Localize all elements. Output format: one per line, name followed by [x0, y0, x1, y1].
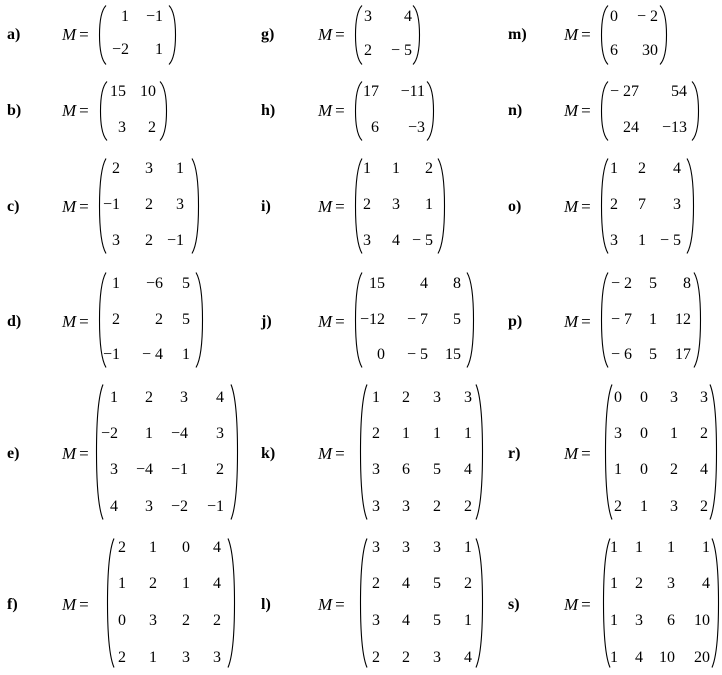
- matrix: [99, 158, 199, 254]
- matrix-variable: M: [62, 595, 77, 614]
- exercise-label: l): [261, 596, 271, 613]
- matrix-entry: 2: [145, 196, 153, 213]
- matrix-entry: 3: [180, 389, 188, 406]
- equals-sign: =: [335, 101, 345, 120]
- matrix-variable: M: [62, 312, 77, 331]
- right-parenthesis-icon: [230, 384, 238, 520]
- matrix-entry: 1: [610, 160, 618, 177]
- matrix-entry: 1: [610, 649, 618, 666]
- matrix-entry: −3: [407, 119, 425, 136]
- matrix-entry: 5: [649, 275, 657, 292]
- matrix-entry: 0: [118, 612, 126, 629]
- matrix: [355, 81, 434, 141]
- right-parenthesis-icon: [691, 81, 699, 141]
- right-parenthesis-icon: [191, 158, 199, 254]
- matrix-entry: 4: [464, 461, 472, 478]
- equation-lhs: [318, 596, 345, 614]
- matrix-entry: 1: [392, 160, 400, 177]
- equals-sign: =: [581, 595, 591, 614]
- matrix-entry: 3: [213, 649, 221, 666]
- matrix-entry: 2: [149, 575, 157, 592]
- matrix-entry: 2: [402, 649, 410, 666]
- right-parenthesis-icon: [693, 272, 701, 368]
- equation-lhs: [564, 445, 591, 463]
- equation-lhs: [318, 445, 345, 463]
- matrix-entry: 2: [118, 649, 126, 666]
- matrix-entry: −2: [170, 498, 188, 515]
- matrix: [605, 384, 717, 520]
- matrix-entry: − 2: [610, 275, 632, 292]
- right-parenthesis-icon: [709, 384, 717, 520]
- matrix-entry: 2: [425, 160, 433, 177]
- matrix-entry: 4: [635, 649, 643, 666]
- matrix-entry: 3: [667, 575, 675, 592]
- matrix: [355, 272, 474, 368]
- matrix-entry: 3: [433, 389, 441, 406]
- right-parenthesis-icon: [475, 384, 483, 520]
- equation-lhs: [62, 596, 89, 614]
- equals-sign: =: [79, 444, 89, 463]
- matrix-variable: M: [564, 312, 579, 331]
- matrix-entry: − 27: [609, 83, 639, 100]
- matrix-entry: 2: [145, 389, 153, 406]
- matrix-entry: 3: [363, 232, 371, 249]
- matrix-variable: M: [564, 25, 579, 44]
- equals-sign: =: [581, 25, 591, 44]
- equals-sign: =: [79, 25, 89, 44]
- matrix-entry: 3: [145, 498, 153, 515]
- matrix-entry: 1: [464, 612, 472, 629]
- matrix-entry: 2: [464, 498, 472, 515]
- matrix-entry: 0: [640, 461, 648, 478]
- matrix-variable: M: [564, 101, 579, 120]
- matrix-entry: 2: [614, 498, 622, 515]
- matrix-entry: −1: [102, 196, 120, 213]
- matrix: [601, 5, 667, 65]
- matrix-entry: 4: [700, 461, 708, 478]
- matrix-entry: 0: [640, 389, 648, 406]
- matrix-entry: 1: [182, 575, 190, 592]
- exercise-label: n): [508, 102, 523, 119]
- equation-lhs: [62, 26, 89, 44]
- matrix-entry: 1: [640, 498, 648, 515]
- matrix: [360, 384, 483, 520]
- matrix-entry: 17: [675, 346, 691, 363]
- matrix-entry: 2: [670, 461, 678, 478]
- matrix-entry: 1: [149, 539, 157, 556]
- matrix-entry: −1: [166, 232, 184, 249]
- matrix-entry: 1: [610, 612, 618, 629]
- equation-lhs: [62, 102, 89, 120]
- equation-lhs: [318, 26, 345, 44]
- matrix-entry: 1: [155, 41, 163, 58]
- matrix-entry: 3: [433, 539, 441, 556]
- exercise-label: g): [261, 26, 275, 43]
- matrix-entry: 2: [402, 389, 410, 406]
- matrix-entry: 2: [700, 425, 708, 442]
- matrix-entry: 2: [433, 498, 441, 515]
- matrix-entry: − 6: [610, 346, 632, 363]
- matrix-entry: 1: [425, 196, 433, 213]
- left-parenthesis-icon: [360, 538, 368, 668]
- left-parenthesis-icon: [605, 384, 613, 520]
- matrix-variable: M: [62, 197, 77, 216]
- matrix-entry: 3: [433, 649, 441, 666]
- matrix-entry: 1: [182, 346, 190, 363]
- matrix-entry: 5: [182, 311, 190, 328]
- matrix-entry: 10: [694, 612, 710, 629]
- matrix-entry: 8: [683, 275, 691, 292]
- matrix-entry: 15: [110, 83, 126, 100]
- exercise-label: s): [508, 596, 520, 613]
- matrix: [360, 538, 483, 668]
- matrix-entry: 1: [667, 539, 675, 556]
- matrix-entry: 0: [610, 8, 618, 25]
- matrix-entry: 6: [667, 612, 675, 629]
- matrix-entry: 1: [610, 539, 618, 556]
- matrix-entry: 3: [673, 196, 681, 213]
- matrix-entry: 2: [213, 612, 221, 629]
- matrix-variable: M: [564, 595, 579, 614]
- exercise-label: o): [508, 198, 522, 215]
- matrix-entry: 5: [182, 275, 190, 292]
- exercise-label: c): [7, 198, 20, 215]
- matrix-entry: 2: [216, 461, 224, 478]
- matrix-entry: −11: [400, 83, 425, 100]
- right-parenthesis-icon: [686, 158, 694, 254]
- left-parenthesis-icon: [107, 538, 115, 668]
- left-parenthesis-icon: [355, 81, 363, 141]
- matrix-entry: − 5: [390, 42, 412, 59]
- matrix-entry: 10: [140, 83, 156, 100]
- exercise-label: p): [508, 313, 523, 330]
- matrix-entry: 2: [372, 425, 380, 442]
- exercise-label: f): [7, 596, 18, 613]
- matrix-variable: M: [318, 312, 333, 331]
- matrix-entry: 3: [364, 8, 372, 25]
- matrix-entry: 3: [176, 196, 184, 213]
- equals-sign: =: [79, 595, 89, 614]
- matrix-entry: 4: [702, 575, 710, 592]
- matrix-entry: 4: [673, 160, 681, 177]
- matrix-entry: 3: [145, 160, 153, 177]
- matrix-entry: −1: [206, 498, 224, 515]
- matrix-entry: 5: [453, 311, 461, 328]
- matrix-entry: 5: [433, 575, 441, 592]
- matrix-entry: 1: [145, 425, 153, 442]
- left-parenthesis-icon: [601, 272, 609, 368]
- right-parenthesis-icon: [426, 81, 434, 141]
- matrix-entry: 8: [453, 275, 461, 292]
- right-parenthesis-icon: [168, 5, 176, 65]
- matrix-entry: 24: [623, 119, 639, 136]
- matrix-entry: 0: [614, 389, 622, 406]
- exercise-label: a): [7, 26, 21, 43]
- matrix-entry: 4: [110, 498, 118, 515]
- matrix: [96, 384, 238, 520]
- equals-sign: =: [335, 444, 345, 463]
- matrix-entry: − 4: [141, 346, 163, 363]
- equals-sign: =: [335, 197, 345, 216]
- matrix-entry: 15: [369, 275, 385, 292]
- exercise-label: j): [261, 313, 272, 330]
- matrix-entry: 4: [420, 275, 428, 292]
- exercise-label: i): [261, 198, 271, 215]
- matrix-entry: 30: [642, 42, 658, 59]
- exercise-label: m): [508, 26, 527, 43]
- left-parenthesis-icon: [601, 5, 609, 65]
- matrix-entry: 3: [700, 389, 708, 406]
- matrix-entry: −1: [145, 8, 163, 25]
- equals-sign: =: [79, 101, 89, 120]
- matrix-entry: 1: [670, 425, 678, 442]
- right-parenthesis-icon: [412, 5, 420, 65]
- matrix: [99, 272, 203, 368]
- matrix: [603, 538, 719, 668]
- matrix-entry: 1: [702, 539, 710, 556]
- equals-sign: =: [335, 25, 345, 44]
- equation-lhs: [564, 102, 591, 120]
- exercise-label: k): [261, 445, 276, 462]
- matrix-entry: 5: [649, 346, 657, 363]
- matrix-entry: 1: [464, 539, 472, 556]
- matrix-entry: 3: [118, 119, 126, 136]
- matrix-entry: 2: [363, 196, 371, 213]
- matrix-entry: 1: [176, 160, 184, 177]
- matrix-entry: 3: [372, 461, 380, 478]
- exercise-label: d): [7, 313, 22, 330]
- matrix-entry: 2: [372, 575, 380, 592]
- matrix-entry: − 7: [406, 311, 428, 328]
- matrix-entry: 10: [659, 649, 675, 666]
- matrix-entry: 12: [675, 311, 691, 328]
- matrix: [100, 81, 167, 141]
- equation-lhs: [564, 26, 591, 44]
- matrix-variable: M: [318, 595, 333, 614]
- matrix-variable: M: [318, 444, 333, 463]
- matrix-entry: 1: [149, 649, 157, 666]
- matrix-entry: −4: [135, 461, 153, 478]
- matrix-entry: 2: [145, 232, 153, 249]
- matrix: [601, 272, 701, 368]
- matrix-entry: 3: [372, 539, 380, 556]
- matrix-entry: 3: [182, 649, 190, 666]
- matrix-entry: 54: [671, 83, 687, 100]
- equals-sign: =: [581, 444, 591, 463]
- matrix-entry: 0: [182, 539, 190, 556]
- matrix-entry: −2: [111, 41, 129, 58]
- matrix-entry: 4: [216, 389, 224, 406]
- equation-lhs: [318, 102, 345, 120]
- equation-lhs: [62, 445, 89, 463]
- matrix-entry: 1: [121, 8, 129, 25]
- matrix-entry: 5: [433, 461, 441, 478]
- matrix-entry: 1: [372, 389, 380, 406]
- matrix-entry: 2: [700, 498, 708, 515]
- left-parenthesis-icon: [601, 81, 609, 141]
- matrix-entry: 2: [364, 42, 372, 59]
- equation-lhs: [62, 313, 89, 331]
- matrix-entry: 3: [670, 498, 678, 515]
- left-parenthesis-icon: [601, 158, 609, 254]
- equals-sign: =: [335, 595, 345, 614]
- equals-sign: =: [581, 312, 591, 331]
- matrix-entry: 4: [213, 539, 221, 556]
- matrix-entry: 3: [670, 389, 678, 406]
- matrix-entry: 2: [372, 649, 380, 666]
- left-parenthesis-icon: [100, 81, 108, 141]
- matrix-variable: M: [318, 101, 333, 120]
- matrix-entry: 0: [640, 425, 648, 442]
- matrix-entry: 17: [363, 83, 379, 100]
- matrix-entry: 1: [110, 389, 118, 406]
- matrix-entry: 4: [402, 575, 410, 592]
- matrix-entry: 1: [363, 160, 371, 177]
- matrix-entry: 2: [635, 575, 643, 592]
- matrix-entry: − 5: [406, 346, 428, 363]
- exercise-label: b): [7, 102, 22, 119]
- right-parenthesis-icon: [711, 538, 719, 668]
- matrix-entry: 1: [635, 539, 643, 556]
- matrix-variable: M: [564, 197, 579, 216]
- equals-sign: =: [79, 197, 89, 216]
- equation-lhs: [564, 198, 591, 216]
- matrix-entry: 3: [392, 196, 400, 213]
- matrix-entry: 3: [112, 232, 120, 249]
- equals-sign: =: [581, 197, 591, 216]
- equals-sign: =: [79, 312, 89, 331]
- equals-sign: =: [335, 312, 345, 331]
- matrix-entry: 4: [464, 649, 472, 666]
- matrix-entry: 0: [377, 346, 385, 363]
- right-parenthesis-icon: [437, 158, 445, 254]
- matrix-entry: 3: [216, 425, 224, 442]
- matrix-variable: M: [62, 101, 77, 120]
- matrix-entry: 1: [464, 425, 472, 442]
- matrix-entry: 3: [402, 498, 410, 515]
- matrix-entry: 1: [649, 311, 657, 328]
- left-parenthesis-icon: [99, 5, 107, 65]
- matrix-entry: −4: [170, 425, 188, 442]
- matrix-entry: 1: [112, 275, 120, 292]
- matrix-variable: M: [564, 444, 579, 463]
- matrix-entry: 4: [213, 575, 221, 592]
- matrix-entry: 6: [402, 461, 410, 478]
- matrix-entry: 4: [402, 612, 410, 629]
- matrix-entry: 3: [610, 232, 618, 249]
- matrix-entry: 7: [638, 196, 646, 213]
- matrix-entry: 2: [148, 119, 156, 136]
- equation-lhs: [564, 596, 591, 614]
- matrix-entry: − 5: [411, 232, 433, 249]
- matrix-entry: 2: [638, 160, 646, 177]
- matrix-entry: 1: [118, 575, 126, 592]
- left-parenthesis-icon: [355, 158, 363, 254]
- matrix-entry: 6: [371, 119, 379, 136]
- matrix: [355, 158, 445, 254]
- left-parenthesis-icon: [96, 384, 104, 520]
- matrix-variable: M: [62, 25, 77, 44]
- matrix-entry: 3: [372, 612, 380, 629]
- right-parenthesis-icon: [195, 272, 203, 368]
- matrix-entry: −12: [359, 311, 385, 328]
- matrix-entry: 3: [372, 498, 380, 515]
- matrix-entry: 4: [404, 8, 412, 25]
- matrix-entry: 20: [694, 649, 710, 666]
- matrix-entry: 2: [155, 311, 163, 328]
- matrix-variable: M: [62, 444, 77, 463]
- matrix-entry: 1: [402, 425, 410, 442]
- matrix-entry: 1: [638, 232, 646, 249]
- right-parenthesis-icon: [227, 538, 235, 668]
- matrix-entry: 3: [614, 425, 622, 442]
- right-parenthesis-icon: [466, 272, 474, 368]
- matrix-entry: − 5: [659, 232, 681, 249]
- matrix-entry: 5: [433, 612, 441, 629]
- right-parenthesis-icon: [659, 5, 667, 65]
- matrix-entry: − 7: [610, 311, 632, 328]
- matrix-variable: M: [318, 197, 333, 216]
- matrix-entry: 2: [112, 160, 120, 177]
- exercise-label: h): [261, 102, 276, 119]
- matrix-entry: 3: [464, 389, 472, 406]
- matrix-entry: 2: [182, 612, 190, 629]
- equation-lhs: [564, 313, 591, 331]
- matrix-entry: −1: [102, 346, 120, 363]
- matrix-variable: M: [318, 25, 333, 44]
- matrix-entry: 1: [614, 461, 622, 478]
- matrix-entry: 3: [149, 612, 157, 629]
- matrix-entry: −1: [170, 461, 188, 478]
- equation-lhs: [62, 198, 89, 216]
- matrix-entry: 3: [635, 612, 643, 629]
- exercise-label: r): [508, 445, 521, 462]
- matrix-entry: −6: [145, 275, 163, 292]
- matrix: [601, 81, 699, 141]
- matrix-entry: 1: [610, 575, 618, 592]
- matrix-entry: − 2: [636, 8, 658, 25]
- matrix-entry: −13: [661, 119, 687, 136]
- left-parenthesis-icon: [355, 5, 363, 65]
- matrix-entry: 2: [464, 575, 472, 592]
- matrix: [107, 538, 235, 668]
- equation-lhs: [318, 198, 345, 216]
- matrix-entry: 3: [402, 539, 410, 556]
- matrix: [601, 158, 694, 254]
- left-parenthesis-icon: [360, 384, 368, 520]
- matrix-entry: 15: [445, 346, 461, 363]
- right-parenthesis-icon: [475, 538, 483, 668]
- matrix-entry: −2: [100, 425, 118, 442]
- matrix: [355, 5, 420, 65]
- matrix-entry: 3: [110, 461, 118, 478]
- right-parenthesis-icon: [159, 81, 167, 141]
- matrix: [99, 5, 176, 65]
- matrix-entry: 2: [112, 311, 120, 328]
- matrix-entry: 4: [392, 232, 400, 249]
- exercise-label: e): [7, 445, 20, 462]
- equals-sign: =: [581, 101, 591, 120]
- matrix-entry: 1: [433, 425, 441, 442]
- equation-lhs: [318, 313, 345, 331]
- matrix-entry: 6: [610, 42, 618, 59]
- matrix-entry: 2: [118, 539, 126, 556]
- matrix-entry: 2: [610, 196, 618, 213]
